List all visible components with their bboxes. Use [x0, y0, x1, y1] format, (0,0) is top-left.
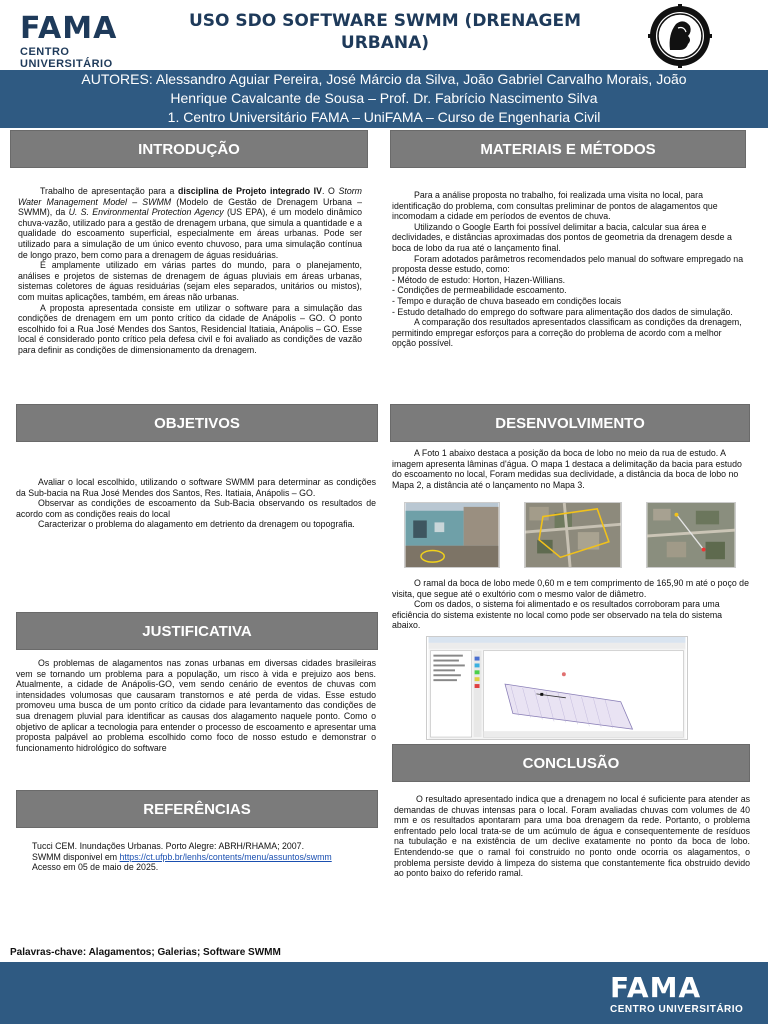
- swmm-software-screenshot: [426, 636, 688, 740]
- footer-fama-logo: [610, 971, 744, 1015]
- drain-map-2: [646, 502, 736, 568]
- title-line-2: URBANA): [340, 33, 430, 53]
- introducao-p1: Trabalho de apresentação para a disciplina de Projeto integrado IV. O Storm Water Management Model – SWMM (Modelo de Gestão de Drenagem Urbana – SWMM), da U. S. Environmental Protection Agency (US EPA), é um modelo dinâmico chuva-vazão, utilizado para a gestão de drenagem urbana, que simula a quantidade e a qualidade do escoamento superficial, especialmente em áreas urbanas. Pode ser utilizado para a simulação de um único evento chuvoso, para uma simulação contínua de longo prazo, bem como para a drenagem de águas residuárias.: [18, 186, 362, 260]
- reference-3: Acesso em 05 de maio de 2025.: [32, 862, 159, 873]
- introducao-p2: É amplamente utilizado em várias partes do mundo, para o planejamento, análises e projetos de sistemas de drenagem de águas pluviais em áreas urbanas, sistemas coletores de águas residuárias (sejam eles separados, unitários ou mistos), com muitas aplicações, também, em áreas não urbanas.: [18, 260, 362, 302]
- title-line-1: USO SDO SOFTWARE SWMM (DRENAGEM: [188, 11, 581, 31]
- logo-word: FAMA: [20, 11, 118, 46]
- swmm-reference-link[interactable]: https://ct.ufpb.br/lenhs/contents/menu/assuntos/swmm: [119, 851, 332, 862]
- poster-header: [0, 0, 768, 70]
- materiais-bullet-1: - Método de estudo: Horton, Hazen-Willians.: [392, 274, 566, 285]
- reference-1: Tucci CEM. Inundações Urbanas. Porto Alegre: ABRH/RHAMA; 2007.: [32, 841, 305, 851]
- authors-line-1: AUTORES: Alessandro Aguiar Pereira, José Márcio da Silva, João Gabriel Carvalho Morais, João: [81, 71, 687, 87]
- poster-title: [175, 10, 595, 54]
- desenvolvimento-p2: O ramal da boca de lobo mede 0,60 m e tem comprimento de 165,90 m até o poço de visita, que segue até o exultório com o mesmo valor de diâmetro.: [392, 578, 749, 599]
- logo-subtitle: CENTRO UNIVERSITÁRIO: [20, 46, 113, 70]
- conclusao-heading: CONCLUSÃO: [392, 744, 750, 782]
- justificativa-text: [16, 658, 376, 753]
- desenvolvimento-text-1: [392, 448, 750, 490]
- desenvolvimento-heading: DESENVOLVIMENTO: [390, 404, 750, 442]
- justificativa-p1: Os problemas de alagamentos nas zonas urbanas em diversas cidades brasileiras vem se tornando um problema para a população, um risco à vida e prejuizo aos bens. Atualmente, a cidade de Anápolis-GO, vem sendo cenário de eventos de chuvas com intensidades volumosas que causaram transtornos e até perda de vidas. Esse estudo promoveu uma busca de um ponto crítico da cidade para levantamento das condições de sua drenagem pluvial para identificar as causas dos alagamento naquele ponto. Como o objetivo de aplicar a tecnologia para entender o processo de escoamento e apresentar uma proposta palpável ao problema escolhido como foco de nosso estudo e demonstrar o funcionamento hidrológico do software: [16, 658, 376, 753]
- desenvolvimento-text-2: [392, 578, 750, 631]
- referencias-text: [32, 841, 378, 873]
- materiais-bullet-4: - Estudo detalhado do emprego do software para alimentação dos dados de simulação.: [392, 306, 733, 317]
- materiais-p3: Foram adotados parâmetros recomendados pelo manual do software empregado na proposta desse estudo, como:: [392, 253, 744, 275]
- reference-2: SWMM disponivel em https://ct.ufpb.br/lenhs/contents/menu/assuntos/swmm: [32, 851, 332, 862]
- desenvolvimento-p1: A Foto 1 abaixo destaca a posição da boca de lobo no meio da rua de estudo. A imagem apresenta lâminas d'água. O mapa 1 destaca a delimitação da bacia para estudo do escoamento no local, Foram medidas sua declividade, a distância da boca de lobo no Mapa 2, a distância até o lançamento no Mapa 3.: [392, 448, 742, 490]
- footer-logo-subtitle: CENTRO UNIVERSITÁRIO: [610, 1004, 744, 1015]
- conclusao-text: [394, 794, 750, 879]
- referencias-heading: REFERÊNCIAS: [16, 790, 378, 828]
- materiais-heading: MATERIAIS E MÉTODOS: [390, 130, 746, 168]
- materiais-bullet-2: - Condições de permeabilidade escoamento.: [392, 285, 567, 296]
- fama-logo: [20, 11, 160, 70]
- footer-logo-word: FAMA: [610, 971, 702, 1004]
- materiais-text: [392, 190, 744, 349]
- introducao-text: [18, 186, 362, 356]
- poster-footer: [0, 962, 768, 1024]
- materiais-p1: Para a análise proposta no trabalho, foi realizada uma visita no local, para identificação do problema, com consultas preliminar de pontos de alagamentos que incomodam a cidade em períodos de eventos de chuva.: [392, 190, 718, 222]
- materiais-p4: A comparação dos resultados apresentados classificam as condições da drenagem, permitindo empregar esforços para a correção do problema de acordo com a melhor opção possível.: [392, 317, 742, 349]
- introducao-p3: A proposta apresentada consiste em utilizar o software para a simulação das condições de drenagem em um ponto crítico da cidade de Anápolis – GO. O ponto escolhido foi a Rua José Mendes dos Santos, Residencial Itatiaia, Anápolis – GO. Esse local é considerado ponto crítico pela defesa civil e foi avaliado as condições de vazão para definir as condições de dimensionamento da drenagem.: [18, 302, 362, 355]
- keywords: Palavras-chave: Alagamentos; Galerias; Software SWMM: [10, 947, 281, 958]
- objetivos-text: [16, 477, 376, 530]
- authors-line-3: 1. Centro Universitário FAMA – UniFAMA – Curso de Engenharia Civil: [167, 109, 601, 125]
- university-seal-icon: [648, 4, 712, 68]
- objetivos-p2: Observar as condições de escoamento da Sub-Bacia observando os resultados de acordo com as condições reais do local: [16, 498, 376, 519]
- authors-band: [0, 70, 768, 128]
- basin-map-1: [524, 502, 622, 568]
- desenvolvimento-p3: Com os dados, o sistema foi alimentado e os resultados corroboram para uma eficiência do sistema existente no local como pode ser observado na tela do sistema abaixo.: [392, 599, 723, 631]
- street-photo-drain: [404, 502, 500, 568]
- authors-line-2: Henrique Cavalcante de Sousa – Prof. Dr. Fabrício Nascimento Silva: [170, 90, 598, 106]
- materiais-p2: Utilizando o Google Earth foi possível delimitar a bacia, calcular sua área e declividades, e distâncias aproximadas dos pontos de geometria da drenagem desde a boca de lobo da rua até o lançamento final.: [392, 221, 732, 253]
- justificativa-heading: JUSTIFICATIVA: [16, 612, 378, 650]
- objetivos-p3: Caracterizar o problema do alagamento em detriento da drenagem ou topografia.: [38, 519, 355, 530]
- materiais-bullet-3: - Tempo e duração de chuva baseado em condições locais: [392, 295, 622, 306]
- objetivos-p1: Avaliar o local escolhido, utilizando o software SWMM para determinar as condições da Sub-bacia na Rua José Mendes dos Santos, Res. Itatiaia, Anápolis – GO.: [16, 477, 376, 498]
- objetivos-heading: OBJETIVOS: [16, 404, 378, 442]
- introducao-heading: INTRODUÇÃO: [10, 130, 368, 168]
- conclusao-p1: O resultado apresentado indica que a drenagem no local é suficiente para atender as demandas de chuvas intensas para o local. Foram avaliadas chuvas com volumes de 40 mm e os resultados apontaram para uma boa drenagem da rede. Portanto, o problema enfrentado pelo local trata-se de um acúmulo de água e consequentemente de resíduos na tubulação e na existência de um declive exatamente no ponto da boca de lobo. Entendendo-se que o ramal foi construido no ponto onde ocorria os alagamentos, o problema persiste devido à limpeza do sistema que constantemente fica obstruido devido ao ponto baixo do referido ramal.: [394, 794, 750, 879]
